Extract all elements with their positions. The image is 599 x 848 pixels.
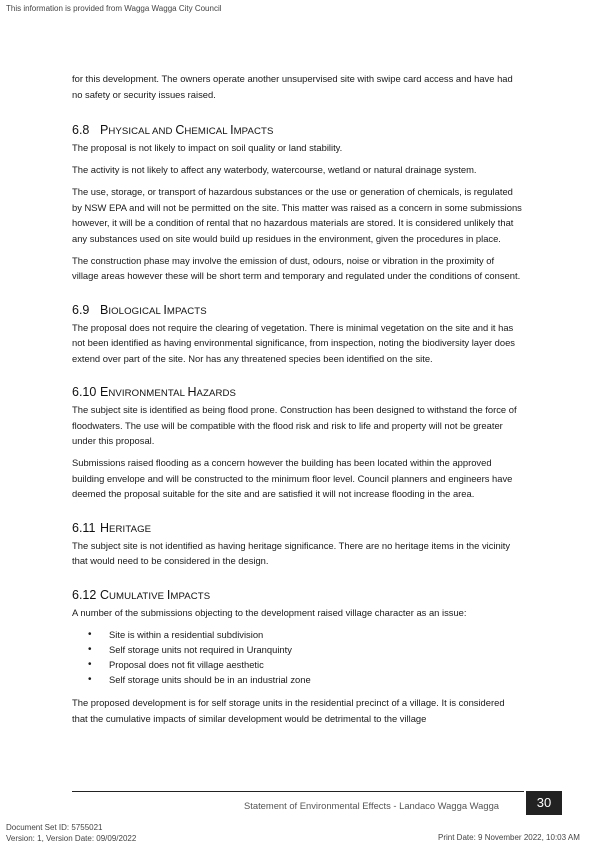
paragraph: The activity is not likely to affect any waterbody, watercourse, wetland or natural drainage system. [72,164,477,175]
heading-rest: HYSICAL AND [108,126,176,137]
section-heading [72,302,522,320]
heading-initial: I [166,587,171,602]
heading-rest: IOLOGICAL [108,305,164,317]
list-item: • Proposal does not fit village aesthetic [72,657,522,672]
section-heading [72,122,522,140]
heading-rest: ERITAGE [109,523,152,535]
print-date: Print Date: 9 November 2022, 10:03 AM [438,833,580,842]
heading-initial: B [100,302,109,317]
heading-rest: MPACTS [170,590,211,602]
paragraph: The proposal does not require the clearing of vegetation. There is minimal vegetation on the site and it has not been identified as having environmental significance, from inspection, noting the biodiversity layer does extend over part of the site. Nor has any threatened species been identified on the site. [72,321,515,364]
list-item: • Self storage units not required in Uranquinty [72,642,522,657]
heading-initial: H [100,520,110,535]
heading-rest: HEMICAL [184,126,231,137]
page-number: 30 [526,791,562,815]
heading-rest: AZARDS [196,388,237,399]
section-6-8 [72,122,522,284]
section-6-12 [72,587,522,727]
source-notice: This information is provided from Wagga Wagga City Council [6,4,222,13]
section-number: 6.9 [72,302,90,317]
paragraph: The construction phase may involve the emission of dust, odours, noise or vibration in the proximity of village areas however these will be short term and temporary and regulated under the conditions of consent. [72,254,521,281]
heading-initial: C [175,123,185,137]
document-metadata [6,823,136,844]
section-heading [72,520,522,538]
section-heading [72,587,522,605]
heading-rest: UMULATIVE [109,590,167,602]
list-item: • Self storage units should be in an industrial zone [72,672,522,687]
heading-rest: NVIRONMENTAL [108,388,188,399]
section-6-11 [72,520,522,569]
document-body [72,71,522,740]
intro-paragraph: for this development. The owners operate another unsupervised site with swipe card access and have had no safety or security issues raised. [72,73,513,100]
paragraph: Submissions raised flooding as a concern however the building has been located within the approved building envelope and will be constructed to the minimum floor level. Council planners and engineers have deemed the proposal suitable for the site and are satisfied it will not increase flooding in the area. [72,457,513,499]
paragraph: The use, storage, or transport of hazardous substances or the use or generation of chemicals, is regulated by NSW EPA and will not be permitted on the site. This matter was raised as a concern in some submissions however, it will be a condition of rental that no hazardous materials are stored. It is considered unlikely that any substances used on site would build up residues in the environment, given the procedures in place. [72,186,522,244]
section-number: 6.10 [72,385,97,399]
footer-document-title: Statement of Environmental Effects - Landaco Wagga Wagga [244,800,500,811]
list-item: • Site is within a residential subdivision [72,627,522,642]
heading-rest: MPACTS [233,126,274,137]
heading-rest: MPACTS [166,305,207,317]
footer-divider [72,791,524,792]
heading-initial: C [100,587,110,602]
heading-initial: I [230,123,234,137]
heading-initial: H [187,385,197,399]
paragraph: The subject site is not identified as having heritage significance. There are no heritage items in the vicinity that would need to be considered in the design. [72,539,511,566]
section-number: 6.12 [72,587,97,602]
section-6-10 [72,384,522,502]
heading-initial: I [163,302,167,317]
bullet-list [72,627,522,688]
heading-initial: P [100,123,109,137]
section-number: 6.11 [72,520,96,535]
version-info: Version: 1, Version Date: 09/09/2022 [6,833,137,843]
paragraph: The proposal is not likely to impact on soil quality or land stability. [72,142,343,153]
section-number: 6.8 [72,123,90,137]
section-heading [72,384,522,402]
paragraph: The subject site is identified as being flood prone. Construction has been designed to withstand the force of floodwaters. The use will be compatible with the flood risk and risk to life and property will not be greater under this proposal. [72,404,517,446]
section-6-9 [72,302,522,367]
paragraph: A number of the submissions objecting to the development raised village character as an issue: [72,606,467,618]
document-set-id: Document Set ID: 5755021 [6,823,103,832]
heading-initial: E [100,385,109,399]
paragraph: The proposed development is for self storage units in the residential precinct of a village. It is considered that the cumulative impacts of similar development would be detrimental to the village [72,697,505,724]
